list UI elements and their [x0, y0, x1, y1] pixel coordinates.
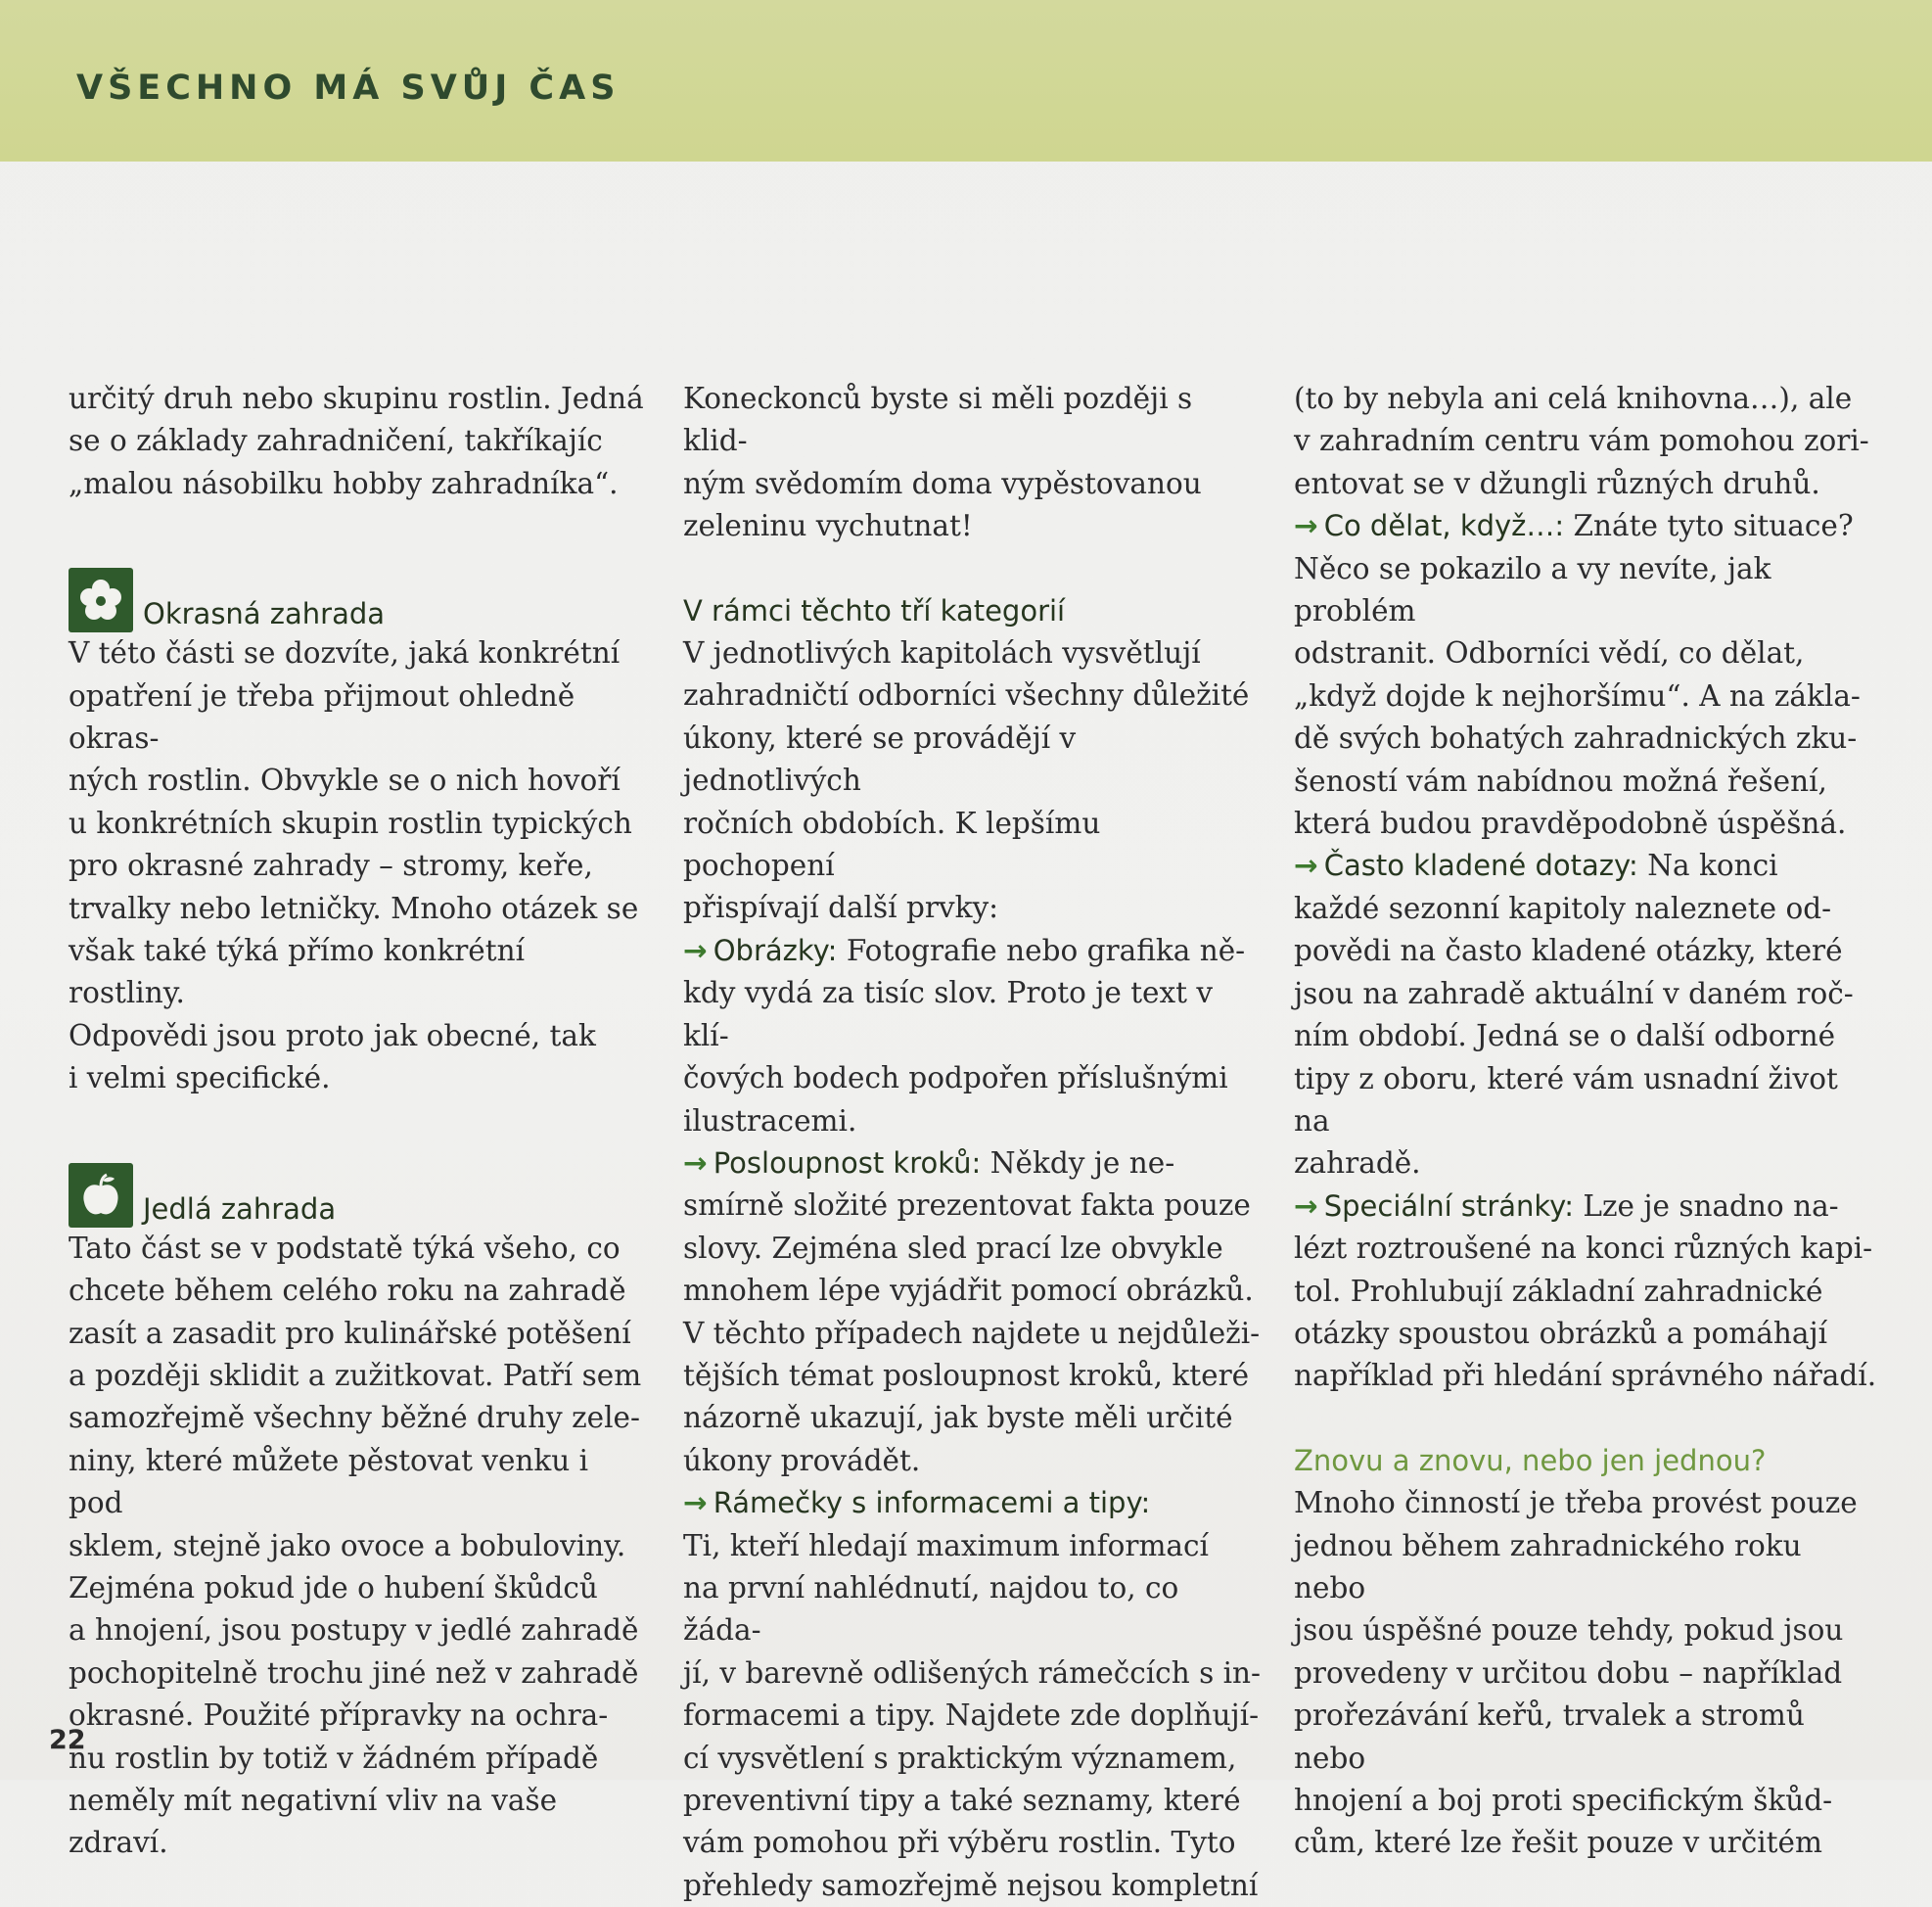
- text-line: V této části se dozvíte, jaká konkrétní: [69, 636, 621, 671]
- text-line: jí, v barevně odlišených rámečcích s in-: [683, 1655, 1261, 1690]
- categories-subheading: V rámci těchto tří kategorií: [683, 593, 1066, 628]
- text-line: úkony provádět.: [683, 1443, 921, 1477]
- bullet-label: Často kladené dotazy:: [1323, 849, 1638, 883]
- text-line: a hnojení, jsou postupy v jedlé zahradě: [69, 1613, 639, 1648]
- text-line: prořezávání keřů, trvalek a stromů nebo: [1294, 1698, 1805, 1775]
- text-line: i velmi specifické.: [69, 1061, 331, 1095]
- text-line: entovat se v džungli různých druhů.: [1294, 466, 1820, 500]
- arrow-right-icon: →: [683, 933, 708, 967]
- bullet-label: Posloupnost kroků:: [713, 1145, 982, 1180]
- bullet-steps: [683, 1142, 1261, 1482]
- text-line: pro okrasné zahrady – stromy, keře,: [69, 849, 593, 883]
- column-3: [1294, 378, 1881, 1865]
- text-line: niny, které můžete pěstovat venku i pod: [69, 1443, 589, 1520]
- text-line: nu rostlin by totiž v žádném případě: [69, 1741, 599, 1775]
- ornamental-heading: [69, 558, 646, 632]
- text-line: cům, které lze řešit pouze v určitém: [1294, 1826, 1822, 1860]
- text-line: v zahradním centru vám pomohou zori-: [1294, 424, 1869, 458]
- text-line: zahradničtí odborníci všechny důležité: [683, 678, 1250, 713]
- text-line: trvalky nebo letničky. Mnoho otázek se: [69, 891, 639, 925]
- text-line: úkony, které se provádějí v jednotlivých: [683, 721, 1077, 798]
- bullet-text: Lze je snadno na-: [1574, 1188, 1839, 1223]
- bullet-text: Fotografie nebo grafika ně-: [837, 933, 1246, 967]
- text-line: Něco se pokazilo a vy nevíte, jak problém: [1294, 551, 1771, 628]
- bullet-label: Co dělat, když…:: [1323, 509, 1565, 543]
- text-line: jsou úspěšné pouze tehdy, pokud jsou: [1294, 1613, 1844, 1648]
- arrow-right-icon: →: [683, 1486, 708, 1520]
- bullet-label: Speciální stránky:: [1323, 1188, 1574, 1223]
- text-line: Koneckonců byste si měli později s klid-: [683, 382, 1193, 458]
- bullet-text: Znáte tyto situace?: [1564, 509, 1854, 543]
- text-line: zeleninu vychutnat!: [683, 509, 973, 543]
- column-2: [683, 378, 1261, 1907]
- bullet-images: [683, 930, 1261, 1142]
- text-line: V těchto případech najdete u nejdůleži-: [683, 1316, 1261, 1350]
- bullet-first-line: [1294, 1186, 1881, 1228]
- text-line: Mnoho činností je třeba provést pouze: [1294, 1486, 1858, 1520]
- section-title: VŠECHNO MÁ SVŮJ ČAS: [76, 69, 621, 108]
- bullet-first-line: [683, 1142, 1261, 1185]
- ornamental-title: Okrasná zahrada: [143, 597, 386, 631]
- text-line: provedeny v určitou dobu – například: [1294, 1655, 1843, 1690]
- text-line: preventivní tipy a také seznamy, které: [683, 1784, 1241, 1817]
- bullet-label: Obrázky:: [713, 933, 838, 967]
- text-line: okrasné. Použité přípravky na ochra-: [69, 1698, 609, 1733]
- text-line: V jednotlivých kapitolách vysvětlují: [683, 636, 1201, 671]
- apple-icon: [69, 1163, 133, 1228]
- text-line: odstranit. Odborníci vědí, co dělat,: [1294, 636, 1805, 671]
- text-line: a později sklidit a zužitkovat. Patří sem: [69, 1358, 642, 1392]
- text-line: „když dojde k nejhoršímu“. A na zákla-: [1294, 678, 1861, 713]
- text-line: samozřejmě všechny běžné druhy zele-: [69, 1401, 640, 1435]
- text-line: čových bodech podpořen příslušnými: [683, 1061, 1228, 1095]
- text-line: pochopitelně trochu jiné než v zahradě: [69, 1655, 639, 1690]
- text-line: zasít a zasadit pro kulinářské potěšení: [69, 1316, 631, 1350]
- text-line: tol. Prohlubují základní zahradnické: [1294, 1274, 1823, 1308]
- page-number: 22: [49, 1725, 86, 1755]
- text-line: (to by nebyla ani celá knihovna…), ale: [1294, 382, 1853, 415]
- text-line: jednou během zahradnického roku nebo: [1294, 1528, 1802, 1605]
- text-line: u konkrétních skupin rostlin typických: [69, 806, 632, 840]
- text-line: povědi na často kladené otázky, které: [1294, 934, 1843, 968]
- text-line: například při hledání správného nářadí.: [1294, 1359, 1877, 1393]
- text-line: jsou na zahradě aktuální v daném roč-: [1294, 976, 1854, 1010]
- text-line: neměly mít negativní vliv na vaše zdraví.: [69, 1783, 558, 1860]
- text-line: tipy z oboru, které vám usnadní život na: [1294, 1061, 1838, 1138]
- column-1: [69, 378, 646, 1865]
- edible-text: [69, 1228, 646, 1865]
- bullet-text: Na konci: [1637, 849, 1778, 883]
- bullet-faq: [1294, 845, 1881, 1185]
- col3-intro: [1294, 378, 1881, 505]
- text-line: Ti, kteří hledají maximum informací: [683, 1528, 1209, 1562]
- text-line: Tato část se v podstatě týká všeho, co: [69, 1231, 621, 1265]
- bullet-label: Rámečky s informacemi a tipy:: [713, 1486, 1151, 1520]
- col1-intro: [69, 378, 646, 505]
- arrow-right-icon: →: [1294, 849, 1318, 883]
- text-line: šeností vám nabídnou možná řešení,: [1294, 764, 1827, 798]
- arrow-right-icon: →: [683, 1145, 708, 1180]
- text-line: chcete během celého roku na zahradě: [69, 1274, 626, 1308]
- text-line: kdy vydá za tisíc slov. Proto je text v klí-: [683, 976, 1214, 1052]
- text-line: Zejména pokud jde o hubení škůdců: [69, 1570, 598, 1605]
- edible-title: Jedlá zahrada: [143, 1191, 337, 1226]
- bullet-first-line: [683, 1482, 1261, 1524]
- text-line: lézt roztroušené na konci různých kapi-: [1294, 1232, 1873, 1266]
- flower-icon: [69, 568, 133, 632]
- text-line: však také týká přímo konkrétní rostliny.: [69, 934, 526, 1010]
- ornamental-text: [69, 632, 646, 1099]
- text-line: hnojení a boj proti specifickým škůd-: [1294, 1784, 1833, 1817]
- again-subheading: Znovu a znovu, nebo jen jednou?: [1294, 1443, 1767, 1477]
- text-line: smírně složité prezentovat fakta pouze: [683, 1188, 1251, 1223]
- col2-intro: [683, 378, 1261, 548]
- bullet-first-line: [1294, 845, 1881, 887]
- text-line: dě svých bohatých zahradnických zku-: [1294, 721, 1858, 756]
- bullet-first-line: [683, 930, 1261, 972]
- text-line: ilustracemi.: [683, 1103, 857, 1138]
- text-line: přehledy samozřejmě nejsou kompletní: [683, 1868, 1259, 1902]
- arrow-right-icon: →: [1294, 509, 1318, 543]
- bullet-first-line: [1294, 505, 1881, 547]
- again-paragraph: [1294, 1482, 1881, 1865]
- text-line: ným svědomím doma vypěstovanou: [683, 466, 1202, 500]
- text-line: mnohem lépe vyjádřit pomocí obrázků.: [683, 1274, 1254, 1308]
- categories-paragraph: [683, 632, 1261, 930]
- text-line: na první nahlédnutí, najdou to, co žáda-: [683, 1570, 1179, 1648]
- text-line: zahradě.: [1294, 1146, 1421, 1181]
- text-line: která budou pravděpodobně úspěšná.: [1294, 807, 1847, 841]
- edible-heading: [69, 1153, 646, 1228]
- text-line: opatření je třeba přijmout ohledně okras-: [69, 678, 575, 756]
- text-line: vám pomohou při výběru rostlin. Tyto: [683, 1826, 1236, 1860]
- bullet-what-to-do: [1294, 505, 1881, 845]
- text-line: Odpovědi jsou proto jak obecné, tak: [69, 1018, 596, 1052]
- text-line: cí vysvětlení s praktickým významem,: [683, 1741, 1237, 1775]
- text-line: „malou násobilku hobby zahradníka“.: [69, 466, 619, 500]
- text-line: sklem, stejně jako ovoce a bobuloviny.: [69, 1528, 626, 1562]
- text-line: tějších témat posloupnost kroků, které: [683, 1358, 1250, 1392]
- text-line: ročních obdobích. K lepšímu pochopení: [683, 806, 1101, 883]
- text-line: slovy. Zejména sled prací lze obvykle: [683, 1231, 1223, 1265]
- text-line: formacemi a tipy. Najdete zde doplňují-: [683, 1698, 1260, 1733]
- bullet-info-boxes: [683, 1482, 1261, 1907]
- bullet-special-pages: [1294, 1186, 1881, 1398]
- text-line: ných rostlin. Obvykle se o nich hovoří: [69, 764, 621, 798]
- text-line: určitý druh nebo skupinu rostlin. Jedná: [69, 382, 644, 415]
- text-line: otázky spoustou obrázků a pomáhají: [1294, 1316, 1828, 1350]
- arrow-right-icon: →: [1294, 1188, 1318, 1223]
- text-line: názorně ukazují, jak byste měli určité: [683, 1401, 1233, 1435]
- text-line: ním období. Jedná se o další odborné: [1294, 1019, 1836, 1053]
- text-line: každé sezonní kapitoly naleznete od-: [1294, 891, 1832, 925]
- bullet-text: Někdy je ne-: [981, 1145, 1175, 1180]
- text-line: se o základy zahradničení, takříkajíc: [69, 424, 603, 458]
- text-line: přispívají další prvky:: [683, 891, 999, 925]
